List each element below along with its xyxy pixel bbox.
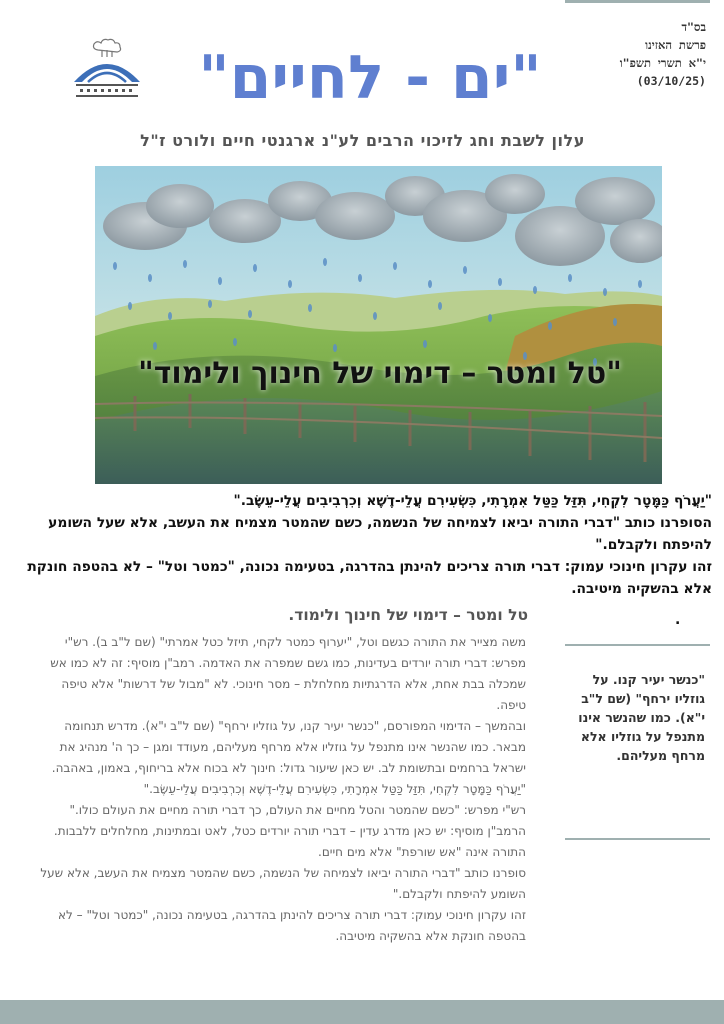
- intro-principle: זהו עקרון חינוכי עמוק: דברי תורה צריכים להינתן בהדרגה, בטעימה נכונה, "כמטר וטל" – לא בהטפה חונקת אלא בהשקיה מיטיבה.: [27, 559, 712, 597]
- hero-headline: "טל ומטר – דימוי של חינוך ולימוד": [138, 356, 622, 391]
- article-paragraph: ובהמשך – הדימוי המפורסם, "כנשר יעיר קנו, על גוזליו ירחף" (שם ל"ב י"א). מדרש תנחומה מבאר. כמו שהנשר אינו מתנפל על גוזליו אלא מרחף מעליהם, מעודד ומגן – כך ה' מנהיג את ישראל ברחמים ובתשומת לב. יש כאן שיעור גדול: חינוך לא בכוח אלא בריחוף, באמון, באהבה.: [51, 719, 526, 775]
- intro-verse: "יַעֲרֹף כַּמָּטָר לִקְחִי, תִּזַּל כַּטַּל אִמְרָתִי, כִּשְׂעִירִם עֲלֵי-דֶשֶׁא וְכִרְבִיבִים עֲלֵי-עֵשֶׂב.": [233, 493, 712, 509]
- logo-icon: [68, 36, 146, 102]
- pull-quote: "כנשר יעיר קנו. על גוזליו ירחף" (שם ל"ב י"א). כמו שהנשר אינו מתנפל על גוזליו אלא מרחף מעליהם.: [578, 672, 705, 763]
- article-paragraph: הרמב"ן מוסיף: יש כאן מדרג עדין – דברי תורה יורדים כטל, לאט ובמתינות, מחלחלים ללבבות. התורה אינה "אש שורפת" אלא מים חיים.: [53, 824, 526, 859]
- sidebar-rule-top: [565, 644, 710, 646]
- newsletter-subtitle: עלון לשבת וחג לזיכוי הרבים לע"נ ארגנטי חיים ולורט ז"ל: [140, 131, 585, 150]
- article-paragraph: משה מצייר את התורה כגשם וטל, "יערוף כמטר לקחי, תיזל כטל אמרתי" (שם ל"ב ב). רש"י מפרש: דברי תורה יורדים בעדינות, כמו גשם שמפרה את האדמה. רמב"ן מוסיף: זה לא כמו אש שמכלה בבת אחת, אלא הדרגתיות מחלחלת – מסר חינוכי. לא "מבול של דרשות" אלא טיפה טיפה.: [50, 635, 526, 712]
- footer-bar: [0, 1000, 724, 1024]
- top-accent-rule: [565, 0, 710, 3]
- article-paragraph: רש"י מפרש: "כשם שהמטר והטל מחיים את העולם, כך דברי תורה מחיים את העולם כולו.": [69, 803, 526, 817]
- article-body: [31, 632, 526, 947]
- issue-meta: [620, 18, 706, 90]
- hebrew-date: י"א תשרי תשפ"ו: [619, 56, 706, 70]
- article-title: טל ומטר – דימוי של חינוך ולימוד.: [288, 606, 528, 624]
- sidebar-rule-bottom: [565, 838, 710, 840]
- rain-landscape-image: [95, 166, 662, 484]
- article-paragraph: סופרנו כותב "דברי התורה יביאו לצמיחה של הנשמה, כשם שהמטר מצמיח את העשב, אלא שעל השומע להיפתח ולקבלם.": [40, 866, 526, 901]
- intro-section: [22, 490, 712, 600]
- gregorian-date: (03/10/25): [636, 74, 706, 88]
- stray-dot: .: [675, 612, 681, 628]
- intro-sforno: הסופרנו כותב "דברי התורה יביאו לצמיחה של הנשמה, כשם שהמטר מצמיח את העשב, אלא שעל השומע להיפתח ולקבלם.": [48, 515, 712, 553]
- newsletter-title: "ים - לחיים": [198, 43, 542, 113]
- parasha-name: פרשת האזינו: [645, 38, 706, 52]
- bsd-mark: בס"ד: [681, 20, 706, 34]
- article-paragraph: "יַעֲרֹף כַּמָּטָר לִקְחִי, תִּזַּל כַּטַּל אִמְרָתִי, כִּשְׂעִירִם עֲלֵי-דֶשֶׁא וְכִרְבִיבִים עֲלֵי-עֵשֶׂב.": [143, 782, 526, 796]
- article-paragraph: זהו עקרון חינוכי עמוק: דברי תורה צריכים להינתן בהדרגה, בטעימה נכונה, "כמטר וטל" – לא בהטפה חונקת אלא בהשקיה מיטיבה.: [58, 908, 526, 943]
